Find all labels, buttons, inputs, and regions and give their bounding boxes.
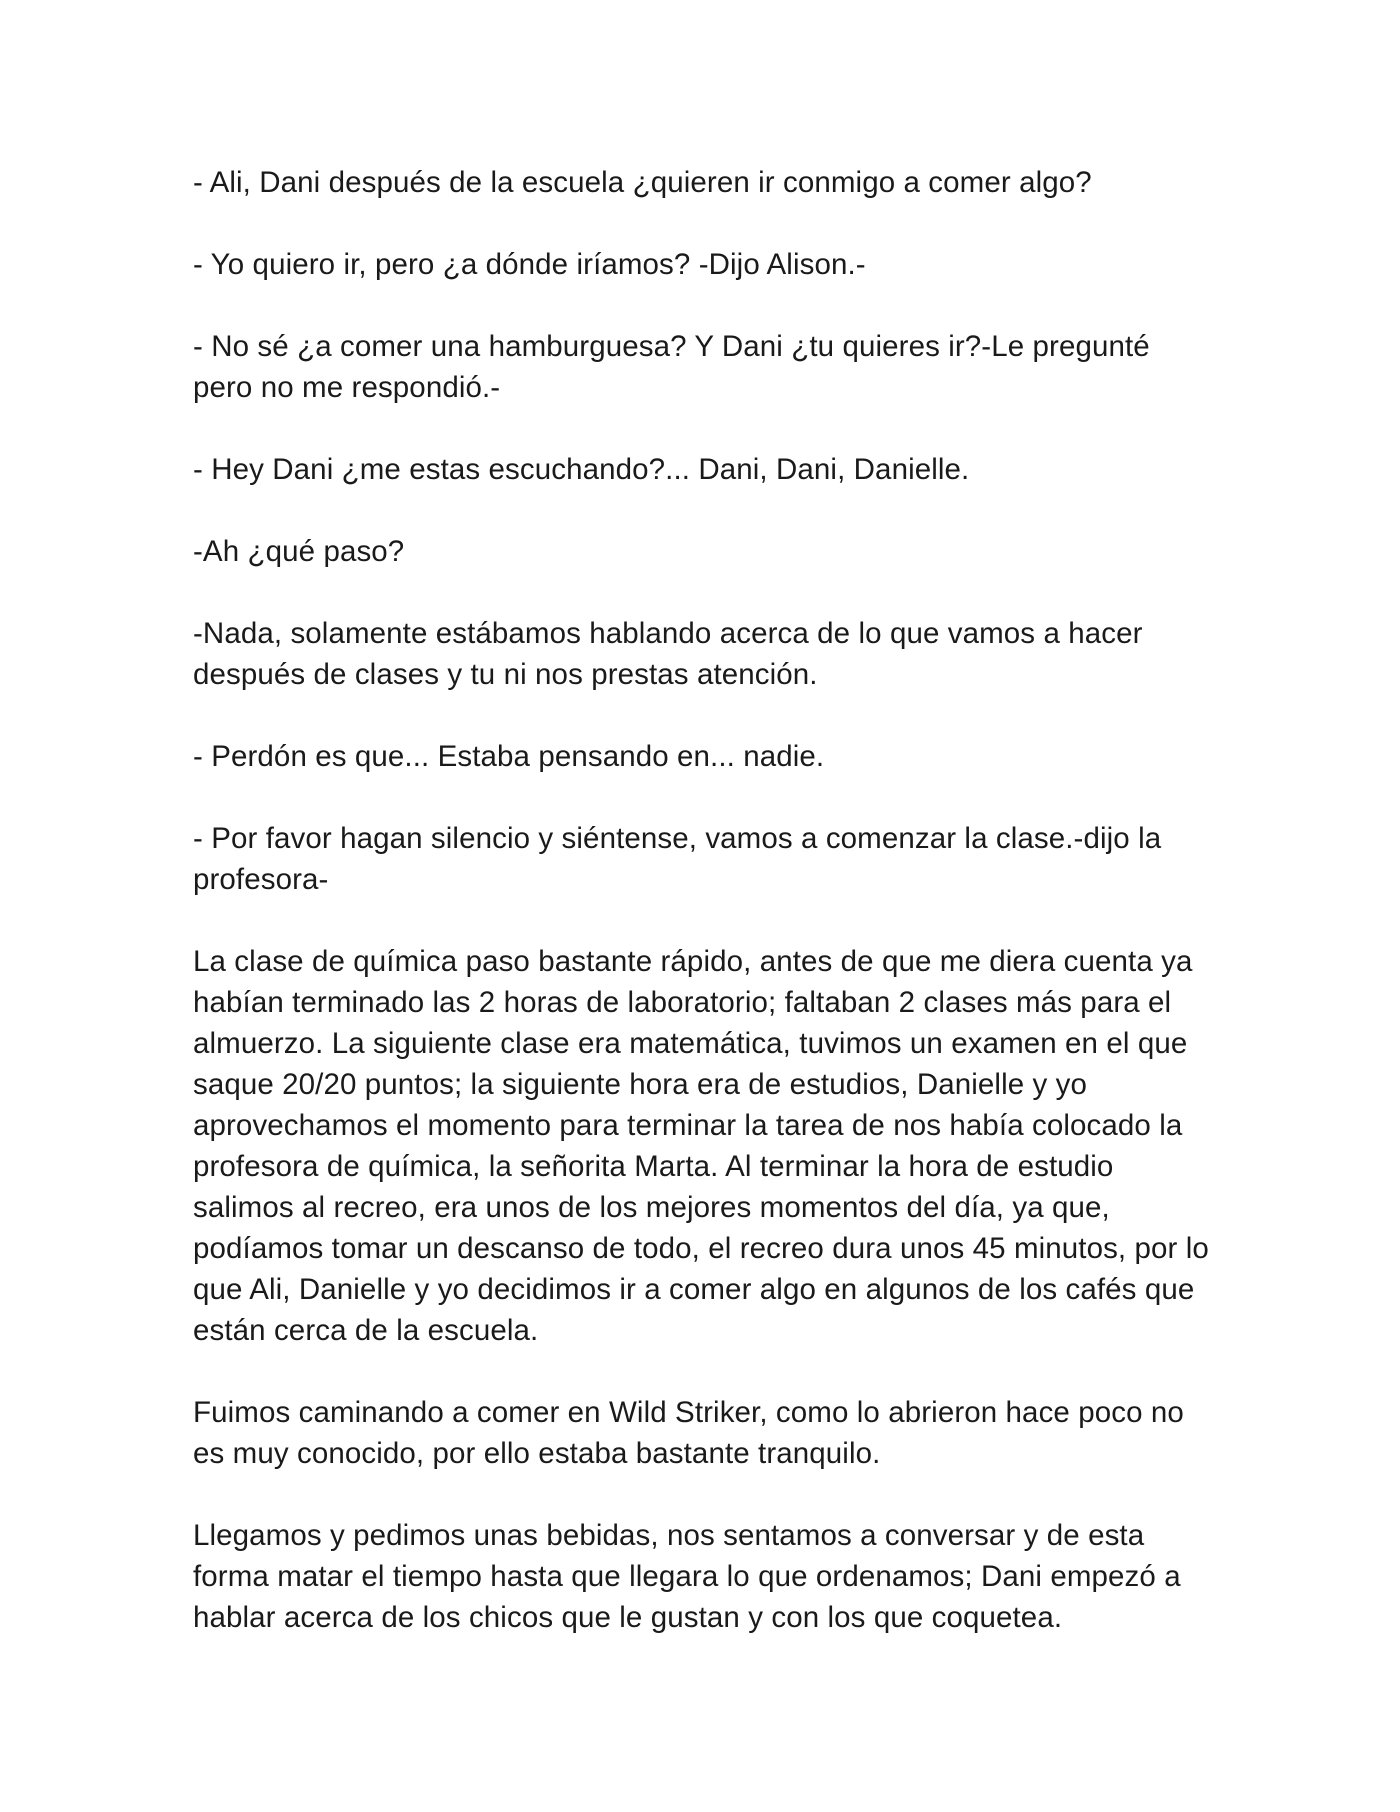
dialogue-line: - Hey Dani ¿me estas escuchando?... Dani, Dani, Danielle. bbox=[193, 453, 970, 486]
narrative-paragraph: Llegamos y pedimos unas bebidas, nos sentamos a conversar y de esta forma matar el tiempo hasta que llegara lo que ordenamos; Dani empezó a hablar acerca de los chicos que le gustan y con los que coquetea. bbox=[193, 1519, 1181, 1634]
document-body bbox=[193, 162, 1213, 1638]
dialogue-line: - Por favor hagan silencio y siéntense, vamos a comenzar la clase.-dijo la profesora- bbox=[193, 822, 1162, 896]
narrative-paragraph: Fuimos caminando a comer en Wild Striker, como lo abrieron hace poco no es muy conocido, por ello estaba bastante tranquilo. bbox=[193, 1396, 1184, 1470]
dialogue-line: -Ah ¿qué paso? bbox=[193, 535, 405, 568]
narrative-paragraph: La clase de química paso bastante rápido, antes de que me diera cuenta ya habían terminado las 2 horas de laboratorio; faltaban 2 clases más para el almuerzo. La siguiente clase era matemática, tuvimos un examen en el que saque 20/20 puntos; la siguiente hora era de estudios, Danielle y yo aprovechamos el momento para terminar la tarea de nos había colocado la profesora de química, la señorita Marta. Al terminar la hora de estudio salimos al recreo, era unos de los mejores momentos del día, ya que, podíamos tomar un descanso de todo, el recreo dura unos 45 minutos, por lo que Ali, Danielle y yo decidimos ir a comer algo en algunos de los cafés que están cerca de la escuela. bbox=[193, 945, 1209, 1347]
dialogue-line: -Nada, solamente estábamos hablando acerca de lo que vamos a hacer después de clases y tu ni nos prestas atención. bbox=[193, 617, 1143, 691]
dialogue-line: - Ali, Dani después de la escuela ¿quieren ir conmigo a comer algo? bbox=[193, 166, 1092, 199]
dialogue-line: - Yo quiero ir, pero ¿a dónde iríamos? -Dijo Alison.- bbox=[193, 248, 866, 281]
dialogue-line: - No sé ¿a comer una hamburguesa? Y Dani ¿tu quieres ir?-Le pregunté pero no me respondió.- bbox=[193, 330, 1150, 404]
dialogue-line: - Perdón es que... Estaba pensando en... nadie. bbox=[193, 740, 825, 773]
